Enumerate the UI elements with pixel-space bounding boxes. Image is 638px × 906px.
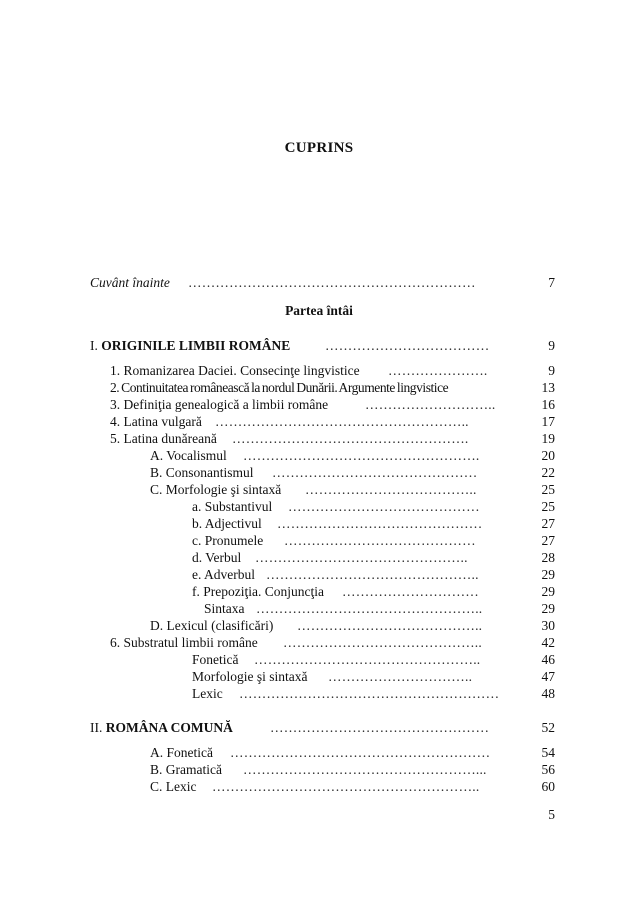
toc-leader-dots: …………………. [388,363,488,378]
toc-entry[interactable] [150,464,555,482]
toc-entry-label: 4. Latina vulgară [110,414,202,429]
toc-entry-label: 2. Continuitatea românească la nordul Dunării. Argumente lingvistice [110,380,449,395]
toc-entry[interactable] [192,651,555,669]
toc-entry-label: d. Verbul [192,550,242,565]
toc-leader-dots: ………………………… [342,584,479,599]
toc-leader-dots: ……………………….. [365,397,496,412]
toc-entry[interactable] [192,583,555,601]
toc-entry[interactable] [110,379,555,397]
toc-entry-label: Cuvânt înainte [90,275,170,290]
toc-entry-label: Morfologie şi sintaxă [192,669,308,684]
toc-leader-dots: …………………………………… [288,499,480,514]
toc-entry[interactable] [110,396,555,414]
toc-entry-page: 54 [541,745,555,760]
toc-entry-page: 46 [541,652,555,667]
toc-entry-label [90,719,233,737]
toc-entry[interactable] [192,498,555,516]
toc-leader-dots: ……………………………………………. [243,448,480,463]
toc-entry-page: 25 [541,482,555,497]
toc-entry-page: 60 [541,779,555,794]
chapter-numeral: I. [90,338,102,353]
toc-leader-dots: ……………………………… [325,338,490,353]
toc-entry-page: 17 [541,414,555,429]
toc-entry-label: f. Prepoziţia. Conjuncţia [192,584,324,599]
toc-entry[interactable] [192,515,555,533]
toc-entry-page: 9 [548,363,555,378]
toc-entry[interactable] [192,668,555,686]
toc-leader-dots: ………………………………………….. [254,652,481,667]
toc-entry-label: Lexic [192,686,223,701]
toc-entry-page: 13 [541,380,555,395]
chapter-title: ROMÂNA COMUNĂ [105,720,233,735]
toc-entry[interactable] [110,413,555,431]
toc-leader-dots: ……………………………………………….. [215,414,469,429]
toc-entry-label: 3. Definiţia genealogică a limbii române [110,397,329,412]
page-number: 5 [548,807,555,822]
toc-entry-page: 48 [541,686,555,701]
toc-leader-dots: ………………………………………… [270,720,490,735]
toc-entry-label: 1. Romanizarea Daciei. Consecinţe lingvistice [110,363,360,378]
toc-entry-page: 28 [541,550,555,565]
toc-entry-label [90,337,290,355]
toc-chapter-1[interactable] [90,337,555,355]
toc-entry-label: B. Consonantismul [150,465,254,480]
toc-leader-dots: ……………………………………………... [243,762,487,777]
toc-entry-foreword[interactable] [90,274,555,292]
toc-entry-label: Fonetică [192,652,239,667]
toc-leader-dots: ……………………………………….. [266,567,479,582]
toc-entry-label: 6. Substratul limbii române [110,635,258,650]
toc-leader-dots: ……………………………….. [305,482,477,497]
toc-leader-dots: ………………………………………………… [239,686,500,701]
toc-entry[interactable] [192,685,555,703]
toc-leader-dots: …………………………………… [284,533,476,548]
toc-entry-label: A. Vocalismul [150,448,227,463]
toc-entry[interactable] [110,362,555,380]
toc-entry-page: 30 [541,618,555,633]
toc-entry-label: B. Gramatică [150,762,222,777]
page-title: CUPRINS [284,140,354,156]
toc-leader-dots: ………………………….. [328,669,473,684]
toc-entry-label: b. Adjectivul [192,516,262,531]
toc-entry[interactable] [110,634,555,652]
toc-entry-label: a. Substantivul [192,499,273,514]
toc-entry-page: 22 [541,465,555,480]
toc-entry-page: 29 [541,567,555,582]
chapter-title: ORIGINILE LIMBII ROMÂNE [101,338,291,353]
toc-entry-label: c. Pronumele [192,533,264,548]
toc-entry-page: 7 [548,275,555,290]
part-heading: Partea întâi [285,303,353,318]
toc-entry[interactable] [150,761,555,779]
toc-leader-dots: ……………………………………… [277,516,483,531]
toc-leader-dots: ………………………………………….. [256,601,483,616]
toc-entry-label: e. Adverbul [192,567,255,582]
chapter-numeral: II. [90,720,106,735]
toc-leader-dots: ……………………………………… [272,465,478,480]
toc-entry-page: 27 [541,516,555,531]
toc-leader-dots: ………………………………………………….. [212,779,480,794]
toc-entry-page: 56 [541,762,555,777]
toc-chapter-2[interactable] [90,719,555,737]
toc-entry[interactable] [192,532,555,550]
toc-entry[interactable] [204,600,555,618]
toc-entry[interactable] [150,744,555,762]
toc-entry-label: 5. Latina dunăreană [110,431,217,446]
toc-entry-page: 47 [541,669,555,684]
toc-entry-label: Sintaxa [204,601,245,616]
toc-entry-page: 16 [541,397,555,412]
toc-entry[interactable] [110,430,555,448]
toc-leader-dots: ……………………………………………………… [188,275,476,290]
toc-entry-page: 27 [541,533,555,548]
toc-entry-label: A. Fonetică [150,745,213,760]
toc-entry-page: 42 [541,635,555,650]
toc-entry-page: 25 [541,499,555,514]
toc-leader-dots: ……………………………………….. [255,550,468,565]
toc-entry[interactable] [192,549,555,567]
toc-entry-page: 29 [541,601,555,616]
toc-entry-page: 9 [548,338,555,353]
toc-entry-page: 19 [541,431,555,446]
toc-entry[interactable] [150,617,555,635]
toc-entry-page: 29 [541,584,555,599]
toc-leader-dots: ……………………………………………. [232,431,469,446]
toc-entry-page: 20 [541,448,555,463]
toc-entry[interactable] [150,778,555,796]
toc-leader-dots: …………………………………….. [283,635,482,650]
toc-leader-dots: ………………………………….. [297,618,483,633]
toc-entry-label: C. Lexic [150,779,197,794]
toc-entry[interactable] [150,481,555,499]
toc-entry-label: C. Morfologie şi sintaxă [150,482,282,497]
toc-leader-dots: ………………………………………………… [230,745,491,760]
toc-entry-label: D. Lexicul (clasificări) [150,618,274,633]
toc-entry-page: 52 [541,720,555,735]
toc-entry[interactable] [192,566,555,584]
toc-entry[interactable] [150,447,555,465]
